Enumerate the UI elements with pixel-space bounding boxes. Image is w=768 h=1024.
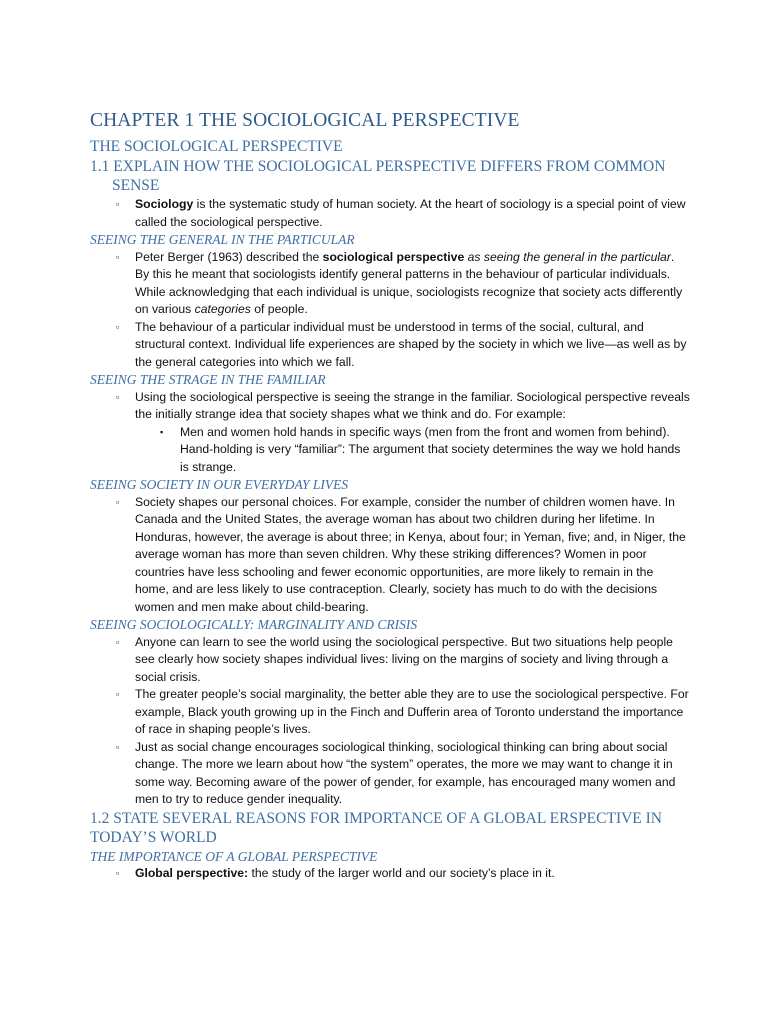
square-bullet-icon: ▫ <box>116 251 120 262</box>
list-item-text: Anyone can learn to see the world using the sociological perspective. But two situations help people see clearly how society shapes individual lives: living on the margins of society and living through a social crisis. <box>135 634 673 684</box>
list-item <box>90 319 690 372</box>
list-item <box>90 389 690 424</box>
square-bullet-icon: ▫ <box>116 689 120 699</box>
subheading-everyday-lives: SEEING SOCIETY IN OUR EVERYDAY LIVES <box>90 477 349 492</box>
square-bullet-icon: ▫ <box>116 868 120 878</box>
square-bullet-icon: ▫ <box>116 636 120 647</box>
square-bullet-icon: ▫ <box>116 741 120 752</box>
term: sociological perspective <box>322 249 465 264</box>
filled-square-bullet-icon: ▪ <box>160 426 164 437</box>
square-bullet-icon: ▫ <box>116 496 120 507</box>
emphasis: categories <box>194 302 251 316</box>
list-item-text: the study of the larger world and our society’s place in it. <box>248 866 555 880</box>
emphasis: as seeing the general in the particular <box>464 249 671 264</box>
square-bullet-icon: ▫ <box>116 391 120 402</box>
list-item <box>90 634 690 687</box>
bullet-list <box>90 389 690 477</box>
document-content <box>90 108 690 883</box>
subheading-strange-familiar: SEEING THE STRAGE IN THE FAMILIAR <box>90 372 326 387</box>
sub-list-item <box>90 424 690 477</box>
chapter-title: CHAPTER 1 THE SOCIOLOGICAL PERSPECTIVE <box>90 110 520 131</box>
subheading-marginality-crisis: SEEING SOCIOLOGICALLY: MARGINALITY AND CRISIS <box>90 617 418 632</box>
square-bullet-icon: ▫ <box>116 321 120 332</box>
list-item <box>90 865 690 883</box>
list-item <box>90 494 690 617</box>
list-item-text: Using the sociological perspective is seeing the strange in the familiar. Sociological perspective reveals the initially strange idea that society shapes what we think and do. For example: <box>135 389 690 421</box>
bullet-list <box>90 634 690 809</box>
list-item-text: Society shapes our personal choices. For example, consider the number of children women have. In Canada and the United States, the average woman has about two children during her lifetime. In Honduras, however, the average is about three; in Kenya, about four; in Yeman, five; and, in Niger, the average woman has more than seven children. Why these striking differences? Women in poor countries have less schooling and fewer economic opportunities, are more likely to remain in the home, and are less likely to use contraception. Clearly, society has much to do with the decisions women and men make about child-bearing. <box>135 494 686 614</box>
section-title: THE SOCIOLOGICAL PERSPECTIVE <box>90 138 343 155</box>
term: Sociology <box>135 197 194 211</box>
bullet-list <box>90 865 690 883</box>
bullet-list <box>90 249 690 372</box>
list-item <box>90 686 690 739</box>
list-item-text: Peter Berger (1963) described the <box>135 249 323 264</box>
list-item <box>90 196 690 231</box>
list-item-text: Men and women hold hands in specific ways (men from the front and women from behind). Hand-holding is very “familiar”: The argument that society determines the way we hold hands is strange. <box>180 424 681 474</box>
list-item-text: The behaviour of a particular individual must be understood in terms of the social, cultural, and structural context. Individual life experiences are shaped by the society in which we live—as well as by the general categories into which we fall. <box>135 319 687 369</box>
list-item-text: of people. <box>250 302 308 316</box>
list-item <box>90 739 690 809</box>
list-item <box>90 249 690 319</box>
list-item-text: is the systematic study of human society. At the heart of sociology is a special point of view called the sociological perspective. <box>135 197 686 229</box>
list-item-text: . By this he meant that sociologists identify general patterns in the behaviour of particular individuals. While acknowledging that each individual is unique, sociologists recognize that society acts differently on various <box>135 249 683 316</box>
square-bullet-icon: ▫ <box>116 199 120 209</box>
bullet-list <box>90 196 690 231</box>
subheading-general-particular: SEEING THE GENERAL IN THE PARTICULAR <box>90 232 355 247</box>
term: Global perspective: <box>135 866 249 880</box>
list-item-text: The greater people’s social marginality, the better able they are to use the sociological perspective. For example, Black youth growing up in the Finch and Dufferin area of Toronto understand the importance of race in shaping people’s lives. <box>135 687 689 736</box>
subheading-global-perspective: THE IMPORTANCE OF A GLOBAL PERSPECTIVE <box>90 848 378 864</box>
objective-heading-1-1: 1.1 EXPLAIN HOW THE SOCIOLOGICAL PERSPECTIVE DIFFERS FROM COMMON SENSE <box>90 158 666 194</box>
list-item-text: Just as social change encourages sociological thinking, sociological thinking can bring about social change. The more we learn about how “the system” operates, the more we may want to change it in some way. Becoming aware of the power of gender, for example, has encouraged many women and men to try to reduce gender inequality. <box>135 739 676 806</box>
objective-heading-1-2: 1.2 STATE SEVERAL REASONS FOR IMPORTANCE OF A GLOBAL ERSPECTIVE IN TODAY’S WORLD <box>90 809 663 846</box>
bullet-list <box>90 494 690 617</box>
